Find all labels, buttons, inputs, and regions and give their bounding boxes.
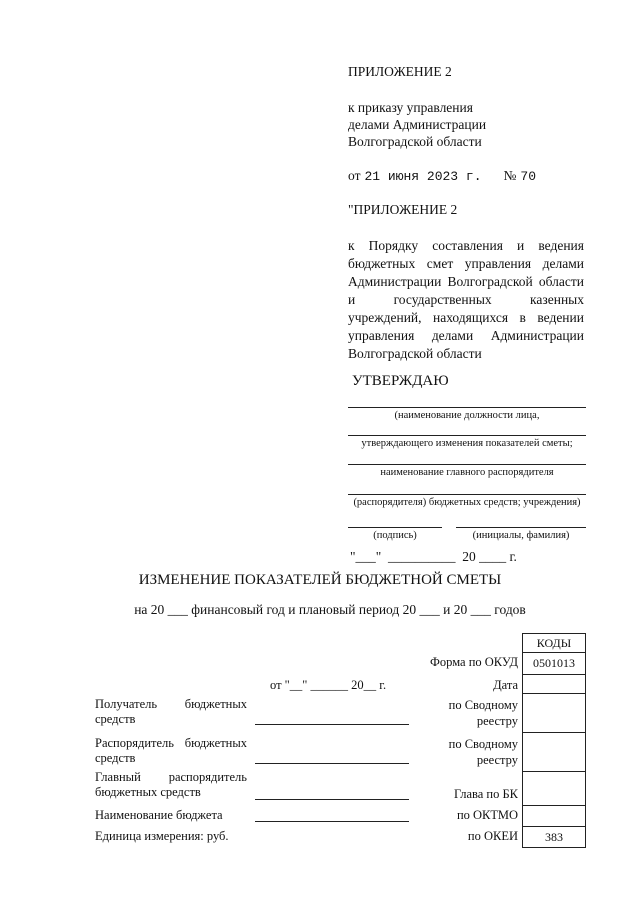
annex-date-row — [348, 167, 536, 185]
approve-line-2 — [348, 435, 586, 436]
approve-line-1 — [348, 407, 586, 408]
budget-line — [255, 821, 409, 822]
svod2-label-b: реестру — [476, 753, 518, 767]
document-subtitle: на 20 ___ финансовый год и плановый период 20 ___ и 20 ___ годов — [134, 602, 526, 617]
code-date — [523, 675, 586, 694]
okei-label: по ОКЕИ — [467, 829, 518, 843]
code-okei: 383 — [523, 827, 586, 848]
annex-line-2: делами Администрации — [348, 117, 487, 132]
initials-hint: (инициалы, фамилия) — [472, 530, 570, 541]
approve-title: УТВЕРЖДАЮ — [352, 373, 449, 389]
svod1-label-a: по Сводному — [448, 698, 518, 712]
document-title: ИЗМЕНЕНИЕ ПОКАЗАТЕЛЕЙ БЮДЖЕТНОЙ СМЕТЫ — [138, 572, 502, 588]
annex-title: ПРИЛОЖЕНИЕ 2 — [348, 64, 452, 79]
unit-label: Единица измерения: руб. — [95, 829, 229, 843]
approve-hint-2: утверждающего изменения показателей сметы; — [361, 438, 573, 449]
annex-line-3: Волгоградской области — [348, 134, 482, 149]
approve-hint-1: (наименование должности лица, — [394, 410, 540, 421]
chief-manager-label-2: бюджетных средств — [95, 785, 201, 799]
chief-manager-line — [255, 799, 409, 800]
form-date-line: от "__" ______ 20__ г. — [270, 678, 387, 692]
code-svod2 — [523, 733, 586, 772]
recipient-label: Получатель бюджетных — [95, 697, 247, 711]
code-oktmo — [523, 806, 586, 827]
code-okud: 0501013 — [523, 653, 586, 675]
recipient-line — [255, 724, 409, 725]
approve-hint-3: наименование главного распорядителя — [380, 467, 554, 478]
annex-number: 70 — [520, 169, 537, 184]
budget-label: Наименование бюджета — [95, 808, 223, 822]
annex-line-1: к приказу управления — [348, 100, 473, 115]
glava-label: Глава по БК — [453, 787, 518, 801]
approve-line-4 — [348, 494, 586, 495]
oktmo-label: по ОКТМО — [456, 808, 518, 822]
code-svod1 — [523, 694, 586, 733]
okud-label: Форма по ОКУД — [430, 655, 518, 669]
svod1-label-b: реестру — [476, 714, 518, 728]
annex-date-prefix: от — [348, 168, 361, 183]
recipient-label-2: средств — [95, 712, 136, 726]
approve-date-line: "___" __________ 20 ____ г. — [350, 549, 517, 564]
svod2-label-a: по Сводному — [448, 737, 518, 751]
initials-line — [456, 527, 586, 528]
manager-label-2: средств — [95, 751, 136, 765]
approve-hint-4: (распорядителя) бюджетных средств; учреждения) — [353, 497, 581, 508]
signature-hint: (подпись) — [373, 530, 417, 541]
chief-manager-label: Главный распорядитель — [95, 770, 247, 784]
code-glava — [523, 772, 586, 806]
annex2-text: к Порядку составления и ведения бюджетных смет управления делами Администрации Волгоградской области и государственных казенных учреждений, находящихся в ведении управления делами Администрации Волгоградской области — [348, 238, 584, 361]
codes-table — [522, 633, 586, 848]
codes-header: КОДЫ — [523, 634, 586, 653]
annex-number-label: № — [503, 168, 517, 183]
manager-label: Распорядитель бюджетных — [95, 736, 247, 750]
annex2-title: "ПРИЛОЖЕНИЕ 2 — [348, 202, 458, 217]
signature-line — [348, 527, 442, 528]
manager-line — [255, 763, 409, 764]
date-label: Дата — [493, 678, 518, 692]
annex-date: 21 июня 2023 г. — [364, 169, 482, 184]
approve-line-3 — [348, 464, 586, 465]
